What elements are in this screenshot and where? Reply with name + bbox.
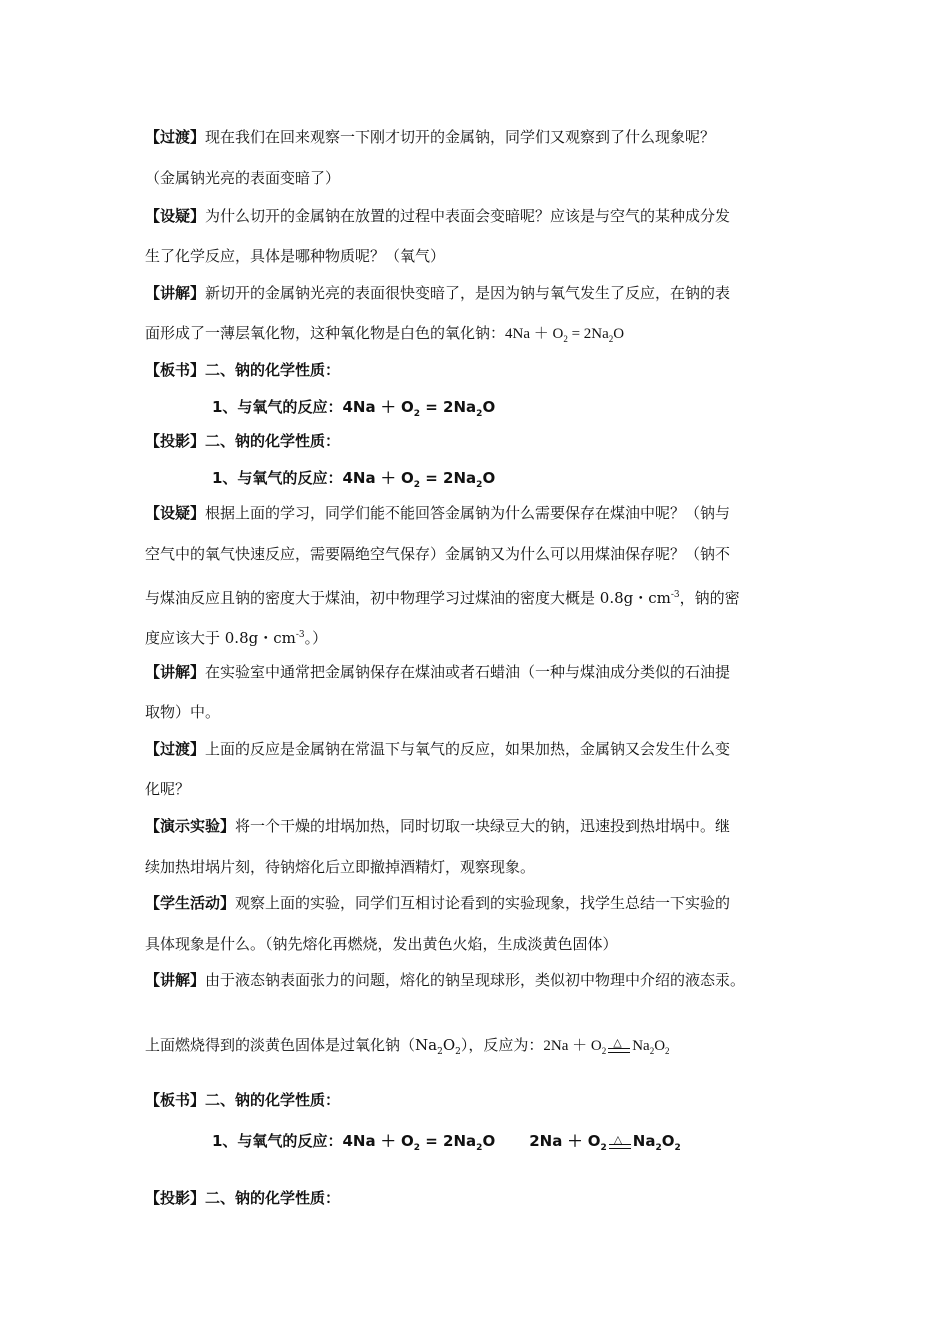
equation-projection-1: $4Na + O_2 = 2Na_2O$ [342,469,496,490]
paragraph-demo: 【演示实验】将一个干燥的坩埚加热，同时切取一块绿豆大的钠，迅速投到热坩埚中。继 [145,817,731,835]
equation-na2o: $4Na + O_2 = 2Na_2O$ [505,326,625,344]
paragraph-student-activity-cont: 具体现象是什么。（钠先熔化再燃烧，发出黄色火焰，生成淡黄色固体） [145,935,618,953]
paragraph-question-2-cont-3: 度应该大于 0.8g・$cm^{-3}$。） [145,629,328,647]
paragraph-question-2-cont-1: 空气中的氧气快速反应，需要隔绝空气保存）金属钠又为什么可以用煤油保存呢？（钠不 [145,545,731,563]
paragraph-student-activity: 【学生活动】观察上面的实验，同学们互相讨论看到的实验现象，找学生总结一下实验的 [145,894,731,912]
paragraph-demo-cont: 续加热坩埚片刻，待钠熔化后立即撤掉酒精灯，观察现象。 [145,858,536,876]
paragraph-explain-2-cont: 取物）中。 [145,703,221,721]
projection-heading-2: 【投影】二、钠的化学性质： [145,1189,341,1207]
board-item-1: 1、与氧气的反应：$4Na + O_2 = 2Na_2O$ [212,398,496,419]
paragraph-explain-1: 【讲解】新切开的金属钠光亮的表面很快变暗了，是因为钠与氧气发生了反应，在钠的表 [145,284,731,302]
paragraph-transition-1: 【过渡】现在我们在回来观察一下刚才切开的金属钠，同学们又观察到了什么现象呢？ [145,128,716,146]
equation-board-1: $4Na + O_2 = 2Na_2O$ [342,398,496,419]
paragraph-question-2: 【设疑】根据上面的学习，同学们能不能回答金属钠为什么需要保存在煤油中呢？（钠与 [145,504,731,522]
paragraph-question-1: 【设疑】为什么切开的金属钠在放置的过程中表面会变暗呢？应该是与空气的某种成分发 [145,207,731,225]
equation-board-2b: $2Na + O_2$ △ $Na_2O_2$ [529,1132,681,1150]
projection-heading-1: 【投影】二、钠的化学性质： [145,432,341,450]
paragraph-answer-1: （金属钠光亮的表面变暗了） [145,169,341,187]
paragraph-transition-2: 【过渡】上面的反应是金属钠在常温下与氧气的反应，如果加热，金属钠又会发生什么变 [145,740,731,758]
board-item-2: 1、与氧气的反应：$4Na + O_2 = 2Na_2O$ $2Na + O_2$ △ $Na_2O_2$ [212,1131,681,1158]
board-heading-1: 【板书】二、钠的化学性质： [145,361,341,379]
heat-equals-icon: △ [608,1042,630,1062]
paragraph-transition-2-cont: 化呢？ [145,780,191,798]
equation-na2o2: $2Na + O_2$ △ $Na_2O_2$ [543,1038,669,1054]
equation-board-2a: $4Na + O_2 = 2Na_2O$ [342,1132,496,1153]
paragraph-peroxide: 上面燃烧得到的淡黄色固体是过氧化钠$(Na_2O_2)$，反应为：$2Na + O_2$ △ $Na_2O_2$ [145,1035,670,1062]
heat-equals-icon: △ [609,1138,631,1158]
paragraph-explain-3: 【讲解】由于液态钠表面张力的问题，熔化的钠呈现球形，类似初中物理中介绍的液态汞。 [145,971,746,989]
paragraph-explain-2: 【讲解】在实验室中通常把金属钠保存在煤油或者石蜡油（一种与煤油成分类似的石油提 [145,663,731,681]
paragraph-question-2-cont-2: 与煤油反应且钠的密度大于煤油，初中物理学习过煤油的密度大概是 0.8g・$cm^{-3}$，钠的密 [145,589,740,607]
paragraph-explain-1-cont: 面形成了一薄层氧化物，这种氧化物是白色的氧化钠：$4Na + O_2 = 2Na_2O$ [145,324,625,344]
paragraph-question-1-cont: 生了化学反应，具体是哪种物质呢？（氧气） [145,247,446,265]
projection-item-1: 1、与氧气的反应：$4Na + O_2 = 2Na_2O$ [212,469,496,490]
board-heading-2: 【板书】二、钠的化学性质： [145,1091,341,1109]
